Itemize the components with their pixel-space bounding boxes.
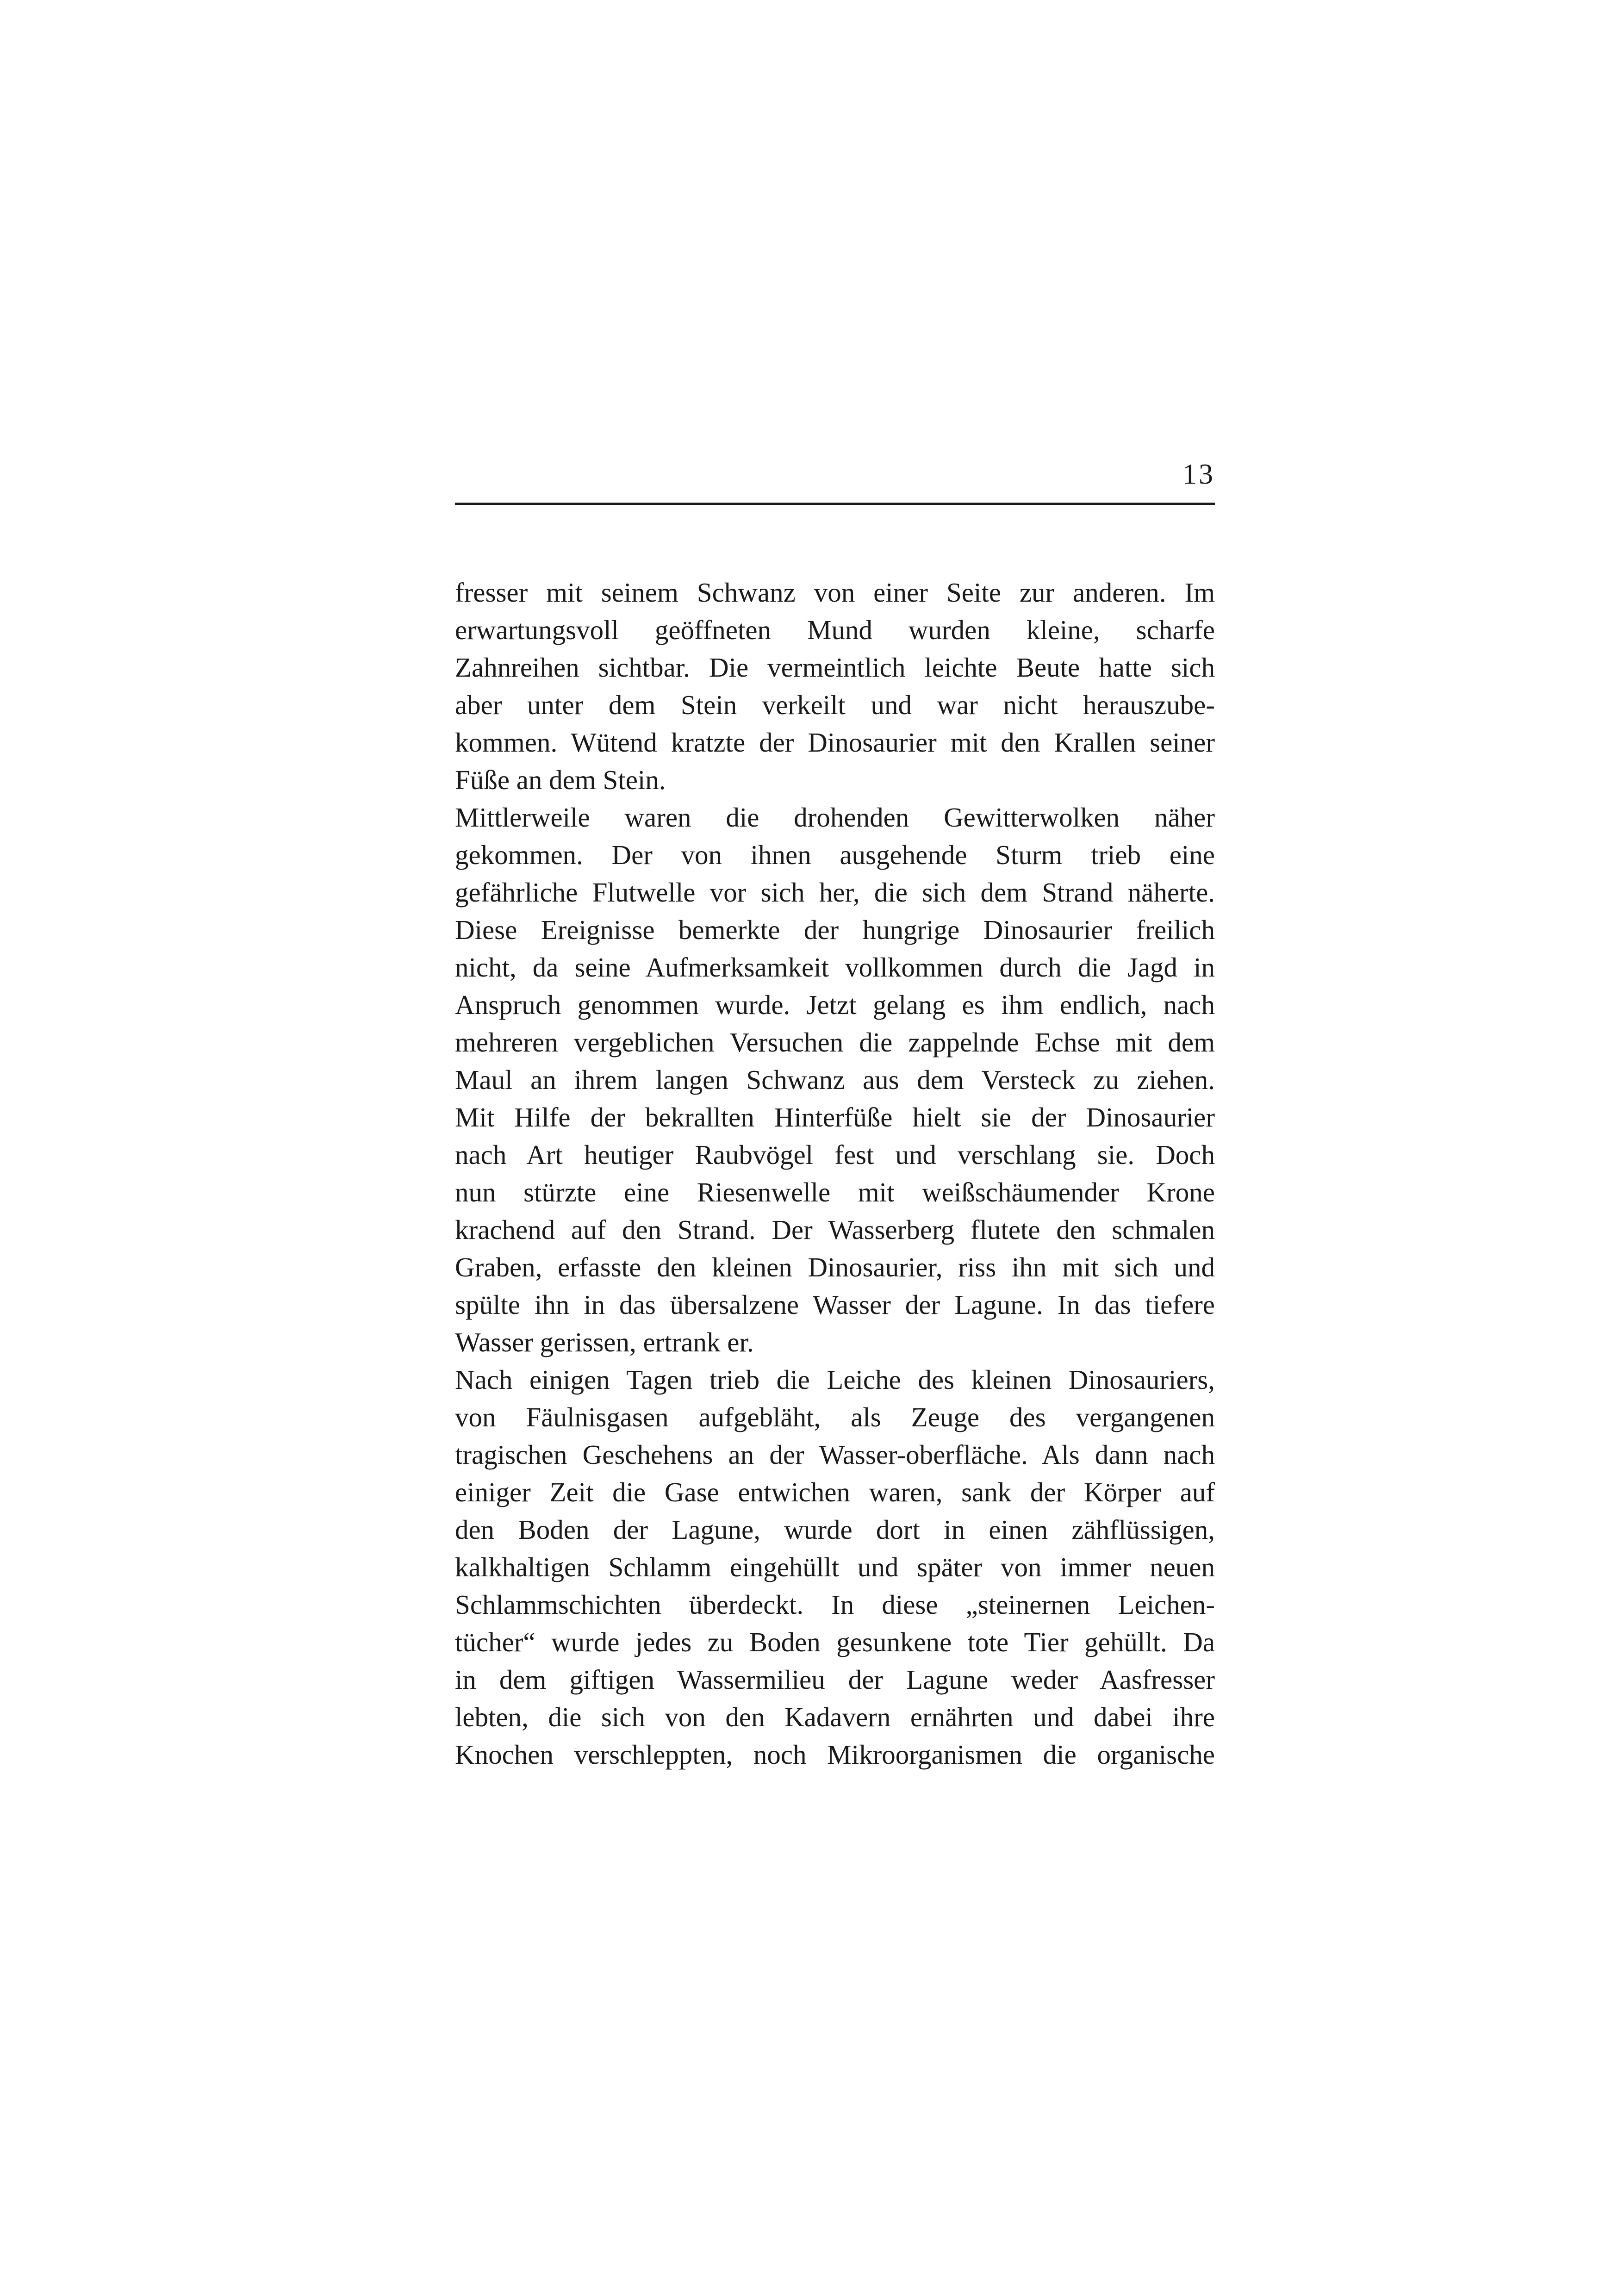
text-line: Zahnreihen sichtbar. Die vermeintlich leichte Beute hatte sich <box>455 652 1215 683</box>
page-number: 13 <box>1182 459 1215 490</box>
body-text <box>455 574 1215 1773</box>
text-line: lebten, die sich von den Kadavern ernährten und dabei ihre <box>455 1702 1215 1732</box>
text-line: Diese Ereignisse bemerkte der hungrige Dinosaurier freilich <box>455 915 1215 945</box>
text-line: Füße an dem Stein. <box>455 765 666 795</box>
text-line: Anspruch genommen wurde. Jetzt gelang es ihm endlich, nach <box>455 989 1215 1020</box>
text-line: gefährliche Flutwelle vor sich her, die sich dem Strand näherte. <box>455 877 1215 908</box>
text-line: Graben, erfasste den kleinen Dinosaurier, riss ihn mit sich und <box>455 1252 1215 1282</box>
text-line: kalkhaltigen Schlamm eingehüllt und später von immer neuen <box>455 1552 1215 1582</box>
text-line: kommen. Wütend kratzte der Dinosaurier mit den Krallen seiner <box>455 727 1215 758</box>
text-line: von Fäulnisgasen aufgebläht, als Zeuge des vergangenen <box>455 1402 1215 1432</box>
text-line: nach Art heutiger Raubvögel fest und verschlang sie. Doch <box>455 1139 1215 1170</box>
text-line: in dem giftigen Wassermilieu der Lagune weder Aasfresser <box>455 1664 1215 1695</box>
paragraph-2 <box>455 799 1215 1361</box>
text-line: einiger Zeit die Gase entwichen waren, sank der Körper auf <box>455 1477 1215 1507</box>
text-line: nicht, da seine Aufmerksamkeit vollkommen durch die Jagd in <box>455 952 1215 983</box>
text-line: fresser mit seinem Schwanz von einer Seite zur anderen. Im <box>455 577 1215 608</box>
text-line: Schlammschichten überdeckt. In diese „steinernen Leichen- <box>455 1589 1215 1620</box>
text-line: krachend auf den Strand. Der Wasserberg flutete den schmalen <box>455 1214 1215 1245</box>
header-rule <box>455 503 1215 505</box>
text-line: spülte ihn in das übersalzene Wasser der Lagune. In das tiefere <box>455 1289 1215 1320</box>
text-line: nun stürzte eine Riesenwelle mit weißschäumender Krone <box>455 1177 1215 1207</box>
text-line: Nach einigen Tagen trieb die Leiche des kleinen Dinosauriers, <box>455 1364 1215 1395</box>
text-line: Maul an ihrem langen Schwanz aus dem Versteck zu ziehen. <box>455 1064 1215 1095</box>
text-line: erwartungsvoll geöffneten Mund wurden kleine, scharfe <box>455 615 1215 645</box>
text-line: Wasser gerissen, ertrank er. <box>455 1327 754 1357</box>
text-line: den Boden der Lagune, wurde dort in einen zähflüssigen, <box>455 1514 1215 1545</box>
text-line: tücher“ wurde jedes zu Boden gesunkene tote Tier gehüllt. Da <box>455 1627 1215 1657</box>
text-line: tragischen Geschehens an der Wasser-oberfläche. Als dann nach <box>455 1439 1215 1470</box>
paragraph-3 <box>455 1361 1215 1773</box>
text-line: mehreren vergeblichen Versuchen die zappelnde Echse mit dem <box>455 1027 1215 1058</box>
text-line: gekommen. Der von ihnen ausgehende Sturm trieb eine <box>455 840 1215 870</box>
text-line: aber unter dem Stein verkeilt und war nicht herauszube- <box>455 690 1215 720</box>
text-line: Knochen verschleppten, noch Mikroorganismen die organische <box>455 1739 1215 1770</box>
text-line: Mittlerweile waren die drohenden Gewitterwolken näher <box>455 802 1215 833</box>
paragraph-1 <box>455 574 1215 799</box>
text-line: Mit Hilfe der bekrallten Hinterfüße hielt sie der Dinosaurier <box>455 1102 1215 1132</box>
